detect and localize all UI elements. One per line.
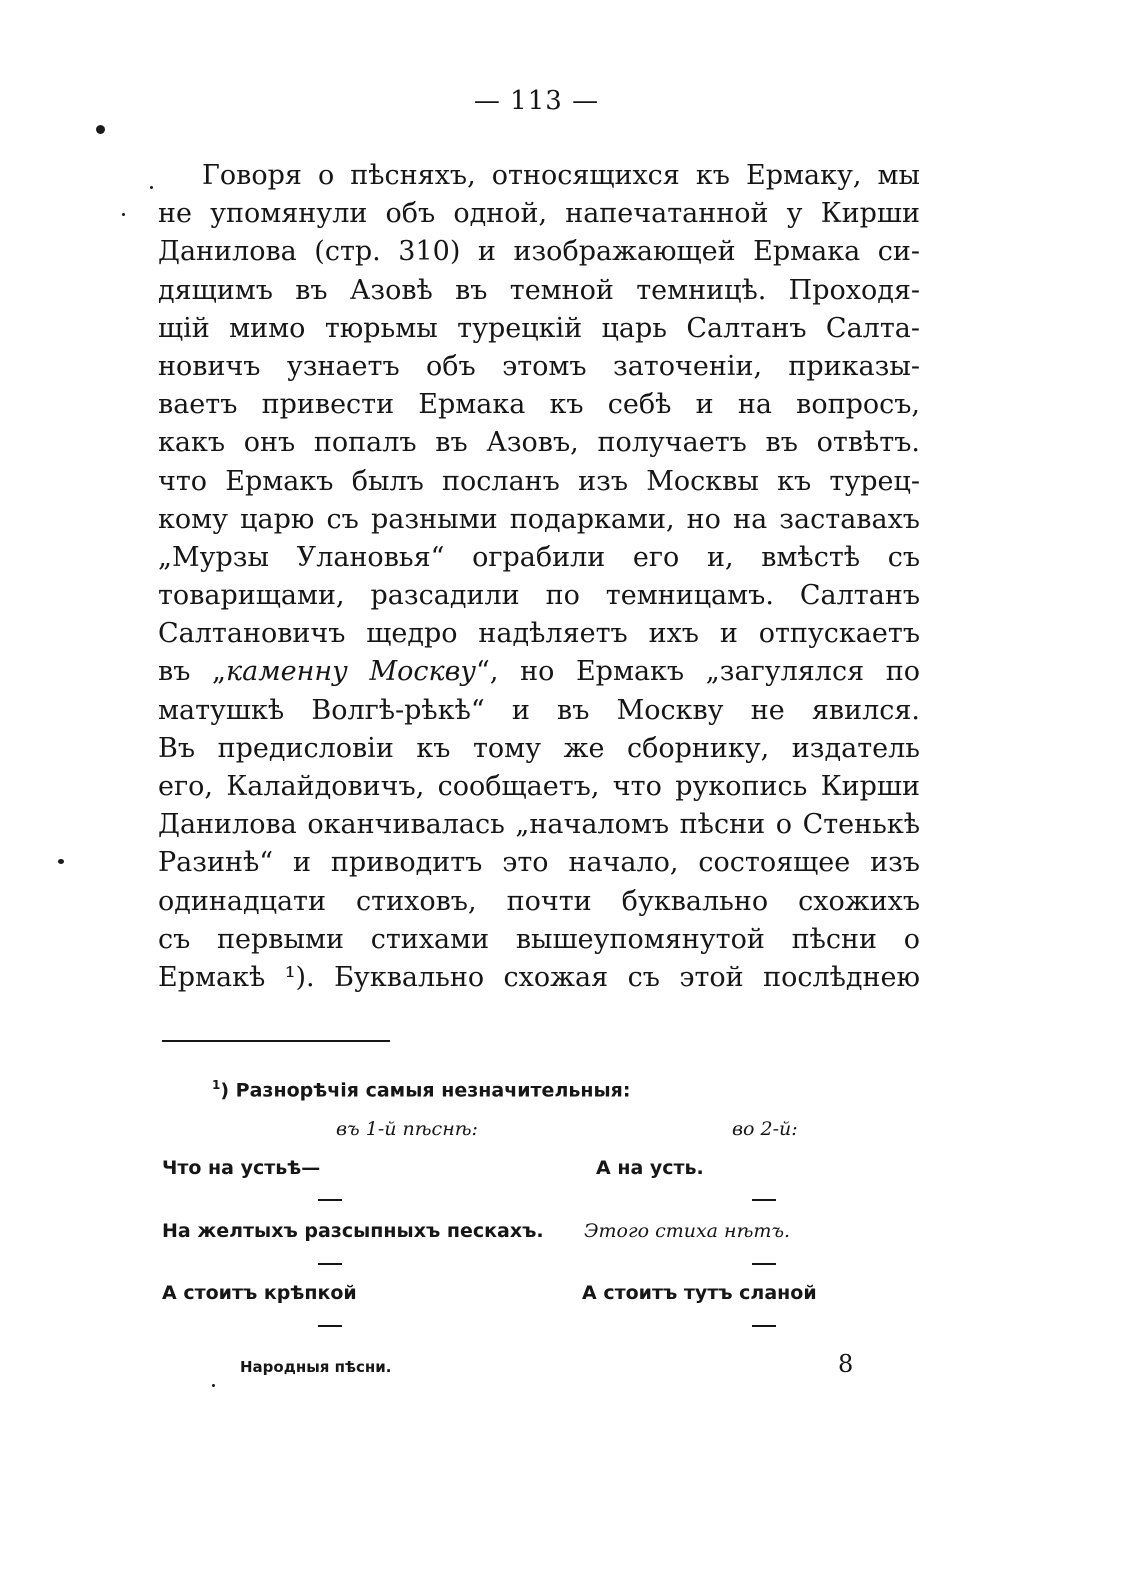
separator-dash [318, 1263, 342, 1265]
ink-speck [58, 859, 64, 864]
printer-signature-number: 8 [838, 1350, 854, 1378]
separator-dash [752, 1263, 776, 1265]
text-line: новичъ узнаетъ объ этомъ заточеніи, приказы- [158, 350, 920, 382]
text-line: товарищами, разсадили по темницамъ. Салтанъ [158, 580, 920, 612]
separator-dash [318, 1199, 342, 1201]
text-line: какъ онъ попалъ въ Азовъ, получаетъ въ отвѣтъ. [158, 427, 920, 459]
footnote-intro-text: ) Разнорѣчія самыя незначительныя: [220, 1079, 631, 1102]
footnote-separator [162, 1040, 390, 1042]
variant-row-2-left: На желтыхъ разсыпныхъ пескахъ. [162, 1220, 544, 1242]
separator-dash [318, 1325, 342, 1327]
variant-row-3-left: А стоитъ крѣпкой [162, 1282, 357, 1304]
text-line: съ первыми стихами вышеупомянутой пѣсни о [158, 923, 920, 955]
text-line: матушкѣ Волгѣ-рѣкѣ“ и въ Москву не явился. [158, 694, 920, 726]
text-line: Салтановичъ щедро надѣляетъ ихъ и отпускаетъ [158, 618, 920, 650]
text-line: ваетъ привести Ермака къ себѣ и на вопросъ, [158, 389, 920, 421]
variant-row-2-right: Этого стиха нѣтъ. [584, 1220, 791, 1242]
main-text [158, 157, 920, 997]
text-line: въ „каменну Москву“, но Ермакъ „загулялся по [158, 656, 920, 688]
variant-row-1-right: А на усть. [596, 1157, 704, 1179]
text-line: его, Калайдовичъ, сообщаетъ, что рукопись Кирши [158, 771, 920, 802]
variant-row-1-left: Что на устьѣ— [162, 1157, 321, 1179]
column-head-second-song: во 2-й: [732, 1118, 798, 1140]
text-line: дящимъ въ Азовѣ въ темной темницѣ. Проходя- [158, 274, 920, 306]
column-head-first-song: въ 1-й пѣснѣ: [336, 1118, 478, 1140]
text-line: кому царю съ разными подарками, но на заставахъ [158, 503, 920, 535]
footnote-intro [212, 1078, 630, 1101]
printer-signature-title: Народныя пѣсни. [240, 1358, 392, 1376]
ink-speck [150, 186, 153, 189]
page-number: — 113 — [473, 86, 600, 116]
variant-row-3-right: А стоитъ тутъ сланой [582, 1282, 817, 1304]
text-line: Въ предисловіи къ тому же сборнику, издатель [158, 732, 920, 764]
separator-dash [752, 1325, 776, 1327]
text-line: щій мимо тюрьмы турецкій царь Салтанъ Салта- [158, 312, 920, 344]
text-line: „Мурзы Улановья“ ограбили его и, вмѣстѣ съ [158, 541, 920, 573]
text-line: Данилова оканчивалась „началомъ пѣсни о Стенькѣ [158, 809, 920, 841]
text-line: не упомянули объ одной, напечатанной у Кирши [158, 198, 920, 230]
footnote-marker: 1 [212, 1078, 221, 1092]
separator-dash [752, 1199, 776, 1201]
text-line: Говоря о пѣсняхъ, относящихся къ Ермаку, мы [202, 160, 920, 191]
text-line: что Ермакъ былъ посланъ изъ Москвы къ турец- [158, 465, 920, 497]
ink-speck [122, 213, 125, 216]
text-line: одинадцати стиховъ, почти буквально схожихъ [158, 885, 920, 917]
text-line: Ермакѣ ¹). Буквально схожая съ этой послѣднею [158, 961, 920, 993]
ink-speck [212, 1384, 215, 1387]
italic-quote: каменну Москву [226, 656, 477, 688]
text-line: Данилова (стр. 310) и изображающей Ермака си- [158, 236, 920, 268]
ink-speck [96, 125, 105, 134]
text-line: Разинѣ“ и приводитъ это начало, состоящее изъ [158, 847, 920, 879]
